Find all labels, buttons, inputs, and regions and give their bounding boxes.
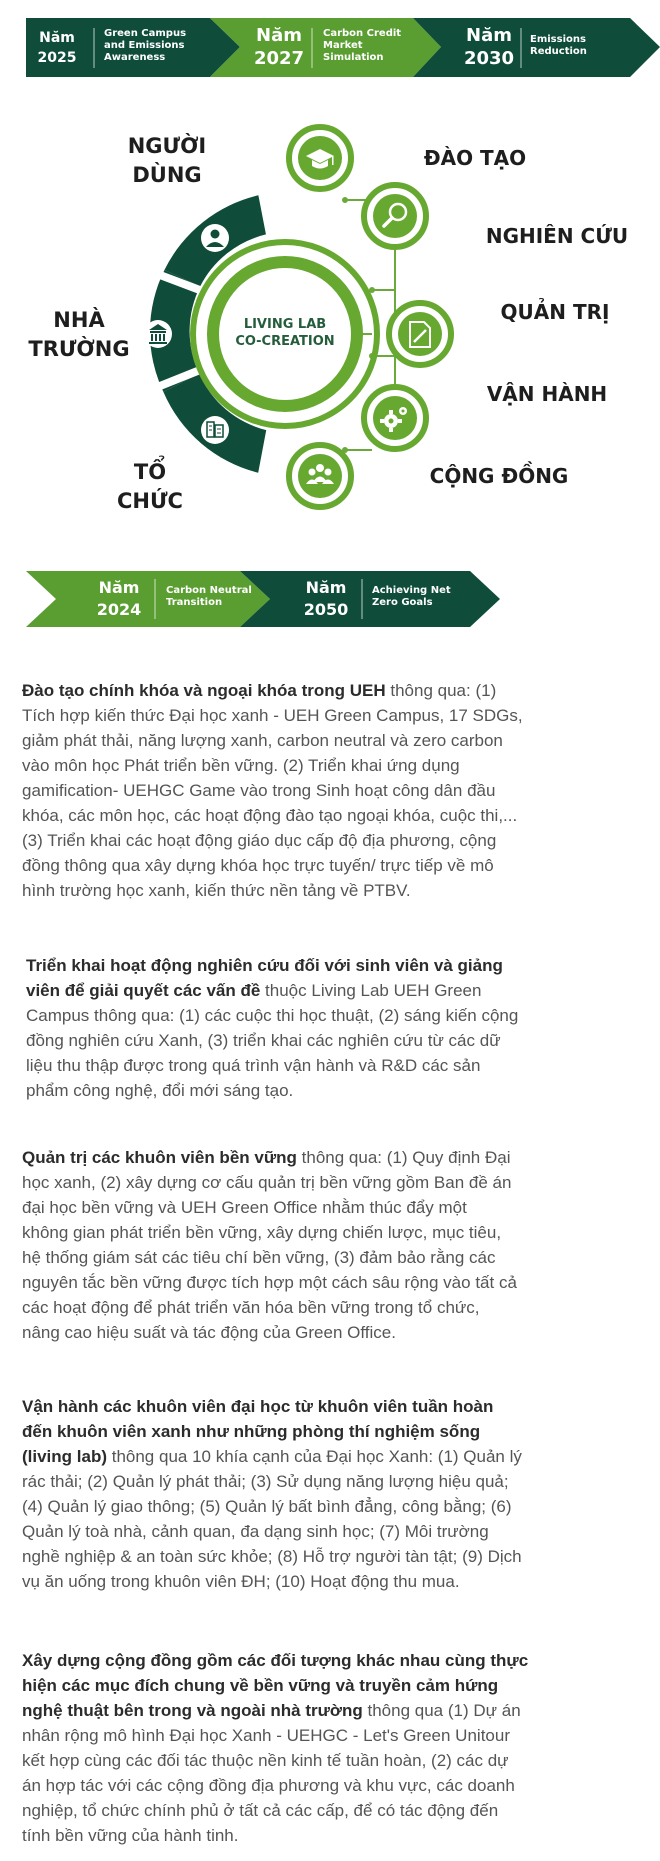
paragraph-line: nhân rộng mô hình Đại học Xanh - UEHGC - Let's Green Unitour (22, 1726, 510, 1745)
timeline-year-2030: Năm 2030 (463, 25, 515, 69)
paragraph-line: (3) Triển khai các hoạt động giáo dục cấp độ địa phương, cộng (22, 831, 497, 850)
timeline-desc-2024: Carbon Neutral Transition (166, 585, 252, 608)
paragraph-line: Vận hành các khuôn viên đại học từ khuôn viên tuần hoàn (22, 1397, 494, 1416)
paragraph-line: nghề nghiệp & an toàn sức khỏe; (8) Hỗ trợ người tàn tật; (9) Dịch (22, 1547, 522, 1566)
paragraph-line: Campus thông qua: (1) các cuộc thi học thuật, (2) sáng kiến cộng (26, 1006, 519, 1025)
building-icon (201, 416, 229, 444)
paragraph-line: án hợp tác với các cộng đồng địa phương và khu vực, các doanh (22, 1776, 515, 1795)
paragraph-line: nghiệp, tổ chức chính phủ ở tất cả các cấp, để có tác động đến (22, 1801, 499, 1820)
paragraph-line: viên để giải quyết các vấn đề thuộc Living Lab UEH Green (26, 981, 482, 1000)
activity-label-dao-tao: ĐÀO TẠO (423, 146, 527, 170)
paragraph-line: Đào tạo chính khóa và ngoại khóa trong UEH thông qua: (1) (22, 681, 497, 700)
living-lab-diagram (0, 120, 660, 540)
paragraph-line: (living lab) thông qua 10 khía cạnh của Đại học Xanh: (1) Quản lý (22, 1447, 522, 1466)
paragraph-line: đồng thông qua xây dựng khóa học trực tuyến/ trực tiếp về mô (22, 856, 494, 875)
timeline-desc-2030: Emissions Reduction (530, 34, 587, 57)
paragraph-line: gamification- UEHGC Game vào trong Sinh hoạt công dân đầu (22, 781, 496, 800)
stakeholder-label-to-chuc: TỔ CHỨC (117, 460, 183, 513)
university-icon (144, 320, 172, 348)
paragraph-line: Triển khai hoạt động nghiên cứu đối với sinh viên và giảng (26, 956, 503, 975)
paragraph-line: vào môn học Phát triển bền vững. (2) Triển khai ứng dụng (22, 756, 460, 775)
activity-circle-cong-dong (289, 445, 351, 507)
paragraph-line: liệu thu thập được trong quá trình vận hành và R&D các sản (26, 1056, 481, 1075)
paragraph-line: đến khuôn viên xanh như những phòng thí nghiệm sống (22, 1422, 481, 1441)
paragraph-line: (4) Quản lý giao thông; (5) Quản lý bất bình đẳng, công bằng; (6) (22, 1497, 512, 1516)
paragraph-nghien-cuu (26, 953, 626, 1103)
paragraph-line: hiện các mục đích chung về bền vững và truyền cảm hứng (22, 1676, 499, 1695)
timeline-year-2050: Năm 2050 (303, 578, 349, 619)
paragraph-van-hanh (22, 1394, 626, 1594)
user-icon (201, 224, 229, 252)
stakeholder-label-nguoi-dung: NGƯỜI DÙNG (127, 134, 207, 187)
stakeholder-label-nha-truong: NHÀ TRƯỜNG (28, 308, 130, 361)
activity-label-van-hanh: VẬN HÀNH (486, 382, 608, 406)
arrow-segment-2050 (240, 571, 500, 627)
paragraph-cong-dong (22, 1648, 626, 1848)
paragraph-line: Quản trị các khuôn viên bền vững thông qua: (1) Quy định Đại (22, 1148, 511, 1167)
paragraph-line: kết hợp cùng các đối tác thuộc nền kinh tế tuần hoàn, (2) các dự (22, 1751, 509, 1770)
paragraph-line: vụ ăn uống trong khuôn viên ĐH; (10) Hoạt động thu mua. (22, 1572, 460, 1591)
paragraph-line: đồng nghiên cứu Xanh, (3) triển khai các nghiên cứu từ các dữ (26, 1031, 501, 1050)
paragraph-line: Xây dựng cộng đồng gồm các đối tượng khác nhau cùng thực (22, 1651, 529, 1670)
paragraph-line: các hoạt động để phát triển văn hóa bền vững trong tổ chức, (22, 1298, 480, 1317)
activity-circle-nghien-cuu (364, 185, 426, 247)
paragraph-line: không gian phát triển bền vững, xây dựng chiến lược, mục tiêu, (22, 1223, 502, 1242)
timeline-year-2024: Năm 2024 (96, 578, 142, 619)
paragraph-line: giảm phát thải, năng lượng xanh, carbon neutral và zero carbon (22, 731, 503, 750)
paragraph-line: học xanh, (2) xây dựng cơ cấu quản trị bền vững gồm Ban đề án (22, 1173, 512, 1192)
timeline-desc-2025: Green Campus and Emissions Awareness (104, 28, 187, 63)
paragraph-line: đại học bền vững và UEH Green Office nhằm thúc đẩy một (22, 1198, 467, 1217)
center-label: LIVING LAB CO-CREATION (235, 317, 335, 349)
timeline-year-2025: Năm 2025 (37, 30, 77, 66)
paragraph-quan-tri (22, 1145, 626, 1345)
activity-label-nghien-cuu: NGHIÊN CỨU (485, 224, 629, 248)
paragraph-line: hình trường học xanh, kiến thức nền tảng về PTBV. (22, 881, 411, 900)
paragraph-line: tính bền vững của hành tinh. (22, 1826, 239, 1845)
paragraph-line: Tích hợp kiến thức Đại học xanh - UEH Green Campus, 17 SDGs, (22, 706, 523, 725)
timeline-desc-2050: Achieving Net Zero Goals (372, 585, 451, 608)
timeline-desc-2027: Carbon Credit Market Simulation (323, 28, 402, 63)
activity-circle-quan-tri (389, 303, 451, 365)
paragraph-line: nghệ thuật bên trong và ngoài nhà trường thông qua (1) Dự án (22, 1701, 521, 1720)
activity-label-quan-tri: QUẢN TRỊ (500, 300, 610, 324)
activity-label-cong-dong: CỘNG ĐỒNG (429, 464, 569, 488)
paragraph-line: nguyên tắc bền vững được tích hợp một cách sâu rộng vào tất cả (22, 1273, 517, 1292)
paragraph-dao-tao (22, 678, 626, 903)
paragraph-line: Quản lý toà nhà, cảnh quan, đa dạng sinh học; (7) Môi trường (22, 1522, 489, 1541)
timeline-year-2027: Năm 2027 (253, 25, 305, 69)
paragraph-line: khóa, các môn học, các hoạt động đào tạo ngoại khóa, cuộc thi,... (22, 806, 518, 825)
paragraph-line: hệ thống giám sát các tiêu chí bền vững, (3) đảm bảo rằng các (22, 1248, 496, 1267)
paragraph-line: nâng cao hiệu suất và tác động của Green Office. (22, 1323, 396, 1342)
paragraph-line: phẩm công nghệ, đổi mới sáng tạo. (26, 1081, 294, 1100)
paragraph-line: rác thải; (2) Quản lý phát thải; (3) Sử dụng năng lượng hiệu quả; (22, 1472, 509, 1491)
